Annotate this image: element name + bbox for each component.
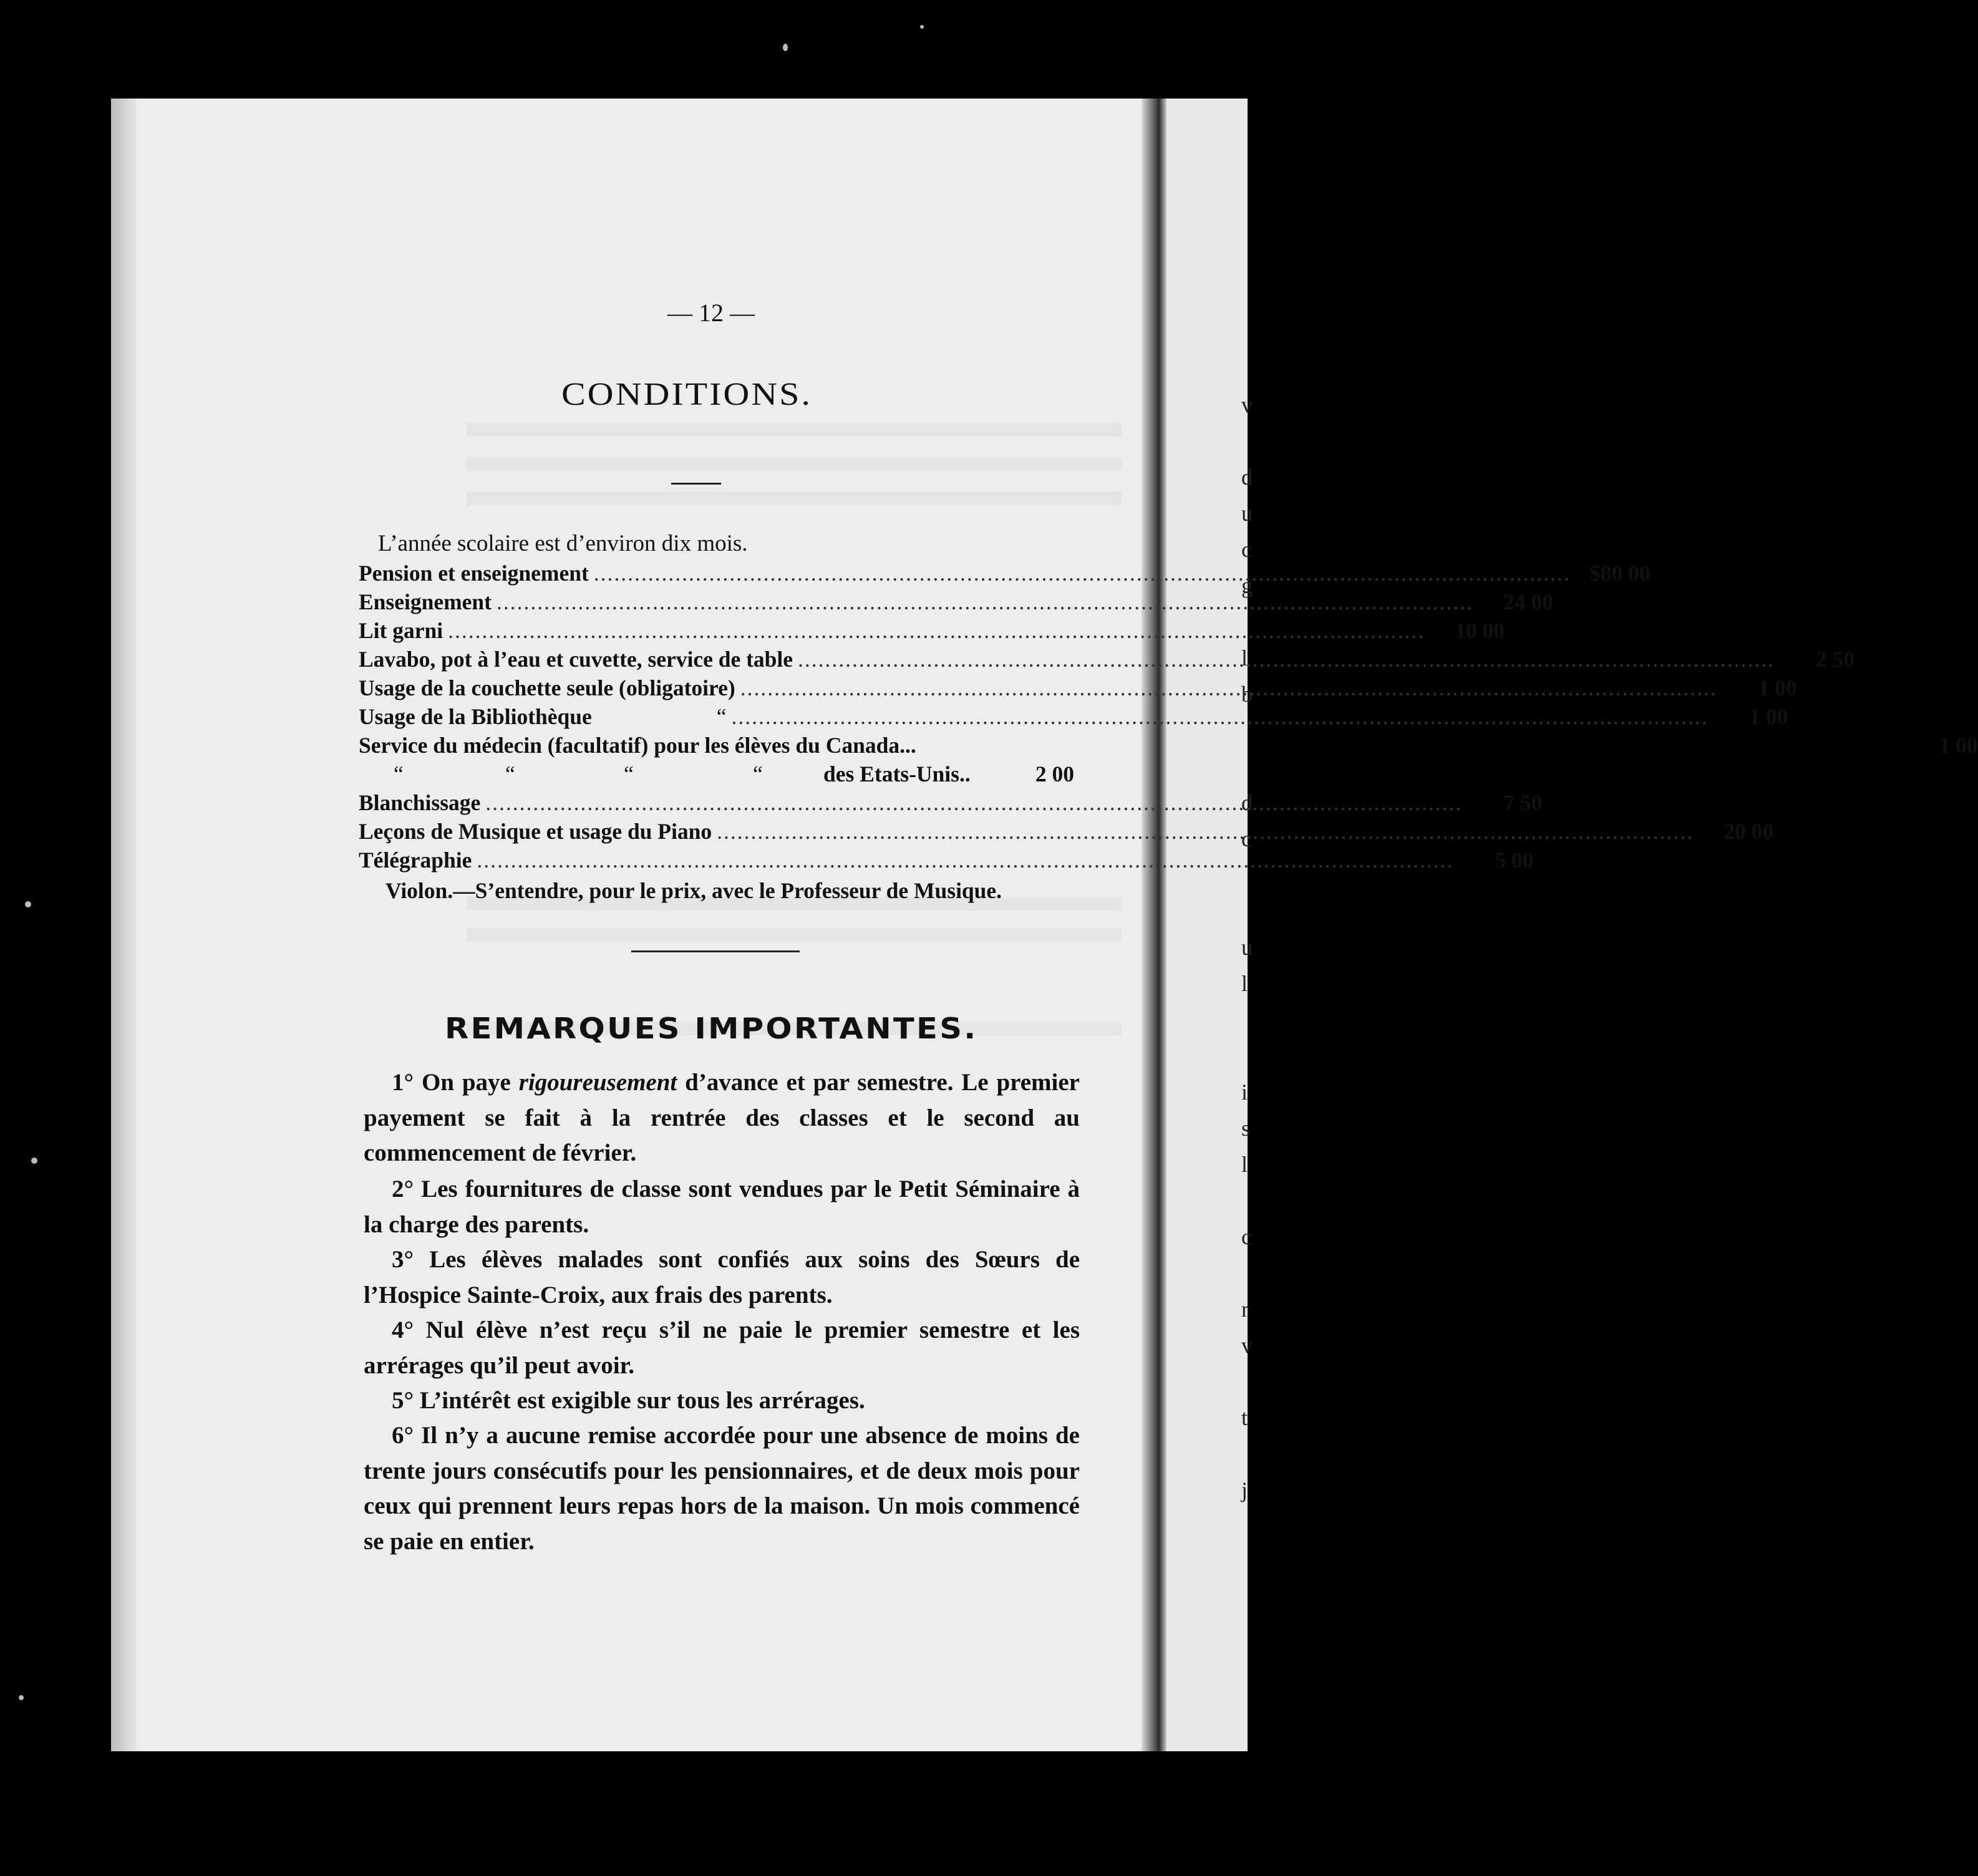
fee-amount: 2 50 bbox=[1815, 647, 1855, 672]
leader-dots bbox=[717, 818, 1694, 844]
remark-text: Il n’y a aucune remise accordée pour une absence de moins de trente jours consécutifs pour les pensionnaires, et de deux mois pour ceux qui prennent leurs repas hors de la maison. Un mois commencé se paie en entier. bbox=[364, 1422, 1080, 1555]
scan-speck bbox=[920, 25, 924, 29]
fee-amount: 1 00 bbox=[1939, 733, 1978, 758]
scan-speck bbox=[31, 1158, 37, 1164]
remark-number: 6° bbox=[392, 1422, 414, 1449]
remark-number: 3° bbox=[392, 1246, 414, 1273]
fee-label: Lit garni bbox=[359, 618, 444, 643]
fee-label: Télégraphie bbox=[359, 848, 472, 873]
remark-1 bbox=[364, 1065, 1080, 1171]
remark-number: 2° bbox=[392, 1176, 414, 1202]
ditto-row bbox=[359, 761, 1074, 790]
fee-amount: 7 50 bbox=[1503, 790, 1543, 815]
facing-page-text: v d u c g l b d c u l i s l c r v t j bbox=[1241, 392, 1253, 1502]
remark-2 bbox=[364, 1172, 1080, 1242]
fee-row bbox=[359, 847, 1534, 873]
fee-amount: 24 00 bbox=[1503, 589, 1553, 614]
remark-text: Les fournitures de classe sont vendues par le Petit Séminaire à la charge des parents. bbox=[364, 1176, 1080, 1238]
remark-number: 1° bbox=[392, 1069, 414, 1096]
leader-dots bbox=[497, 589, 1473, 615]
show-through bbox=[467, 423, 1122, 437]
show-through bbox=[467, 491, 1122, 505]
remark-number: 4° bbox=[392, 1317, 414, 1343]
fee-amount: $80 00 bbox=[1589, 561, 1651, 586]
fee-label: Blanchissage bbox=[359, 790, 481, 815]
leader-dots bbox=[448, 617, 1425, 644]
fee-label: Pension et enseignement bbox=[359, 561, 589, 586]
scan-speck bbox=[783, 44, 788, 51]
remark-4 bbox=[364, 1313, 1080, 1383]
fee-row bbox=[359, 790, 1543, 816]
scan-speck bbox=[19, 1695, 24, 1700]
fee-label: Service du médecin (facultatif) pour les élèves du Canada... bbox=[359, 733, 916, 758]
leader-dots bbox=[798, 646, 1775, 672]
fee-label: Usage de la couchette seule (obligatoire) bbox=[359, 675, 735, 700]
remark-3 bbox=[364, 1242, 1080, 1313]
remark-number: 5° bbox=[392, 1387, 414, 1414]
fee-row bbox=[359, 589, 1553, 615]
section-rule bbox=[631, 950, 800, 952]
fee-amount: 1 00 bbox=[1749, 704, 1788, 729]
fee-amount: 10 00 bbox=[1455, 618, 1505, 643]
scan-speck bbox=[25, 901, 31, 907]
fee-amount: 5 00 bbox=[1495, 848, 1534, 873]
fee-label: Enseignement bbox=[359, 589, 492, 614]
ditto-text: des Etats-Unis.. bbox=[823, 762, 971, 786]
book-gutter bbox=[1142, 99, 1166, 1751]
violin-note: Violon.—S’entendre, pour le prix, avec le Professeur de Musique. bbox=[385, 878, 1002, 903]
fee-row bbox=[359, 617, 1505, 644]
show-through bbox=[467, 457, 1122, 471]
ditto-mark: “ bbox=[505, 762, 515, 786]
fee-label: Leçons de Musique et usage du Piano bbox=[359, 819, 712, 844]
leader-dots bbox=[594, 560, 1571, 586]
ditto-mark: “ bbox=[394, 762, 404, 786]
remark-text: Nul élève n’est reçu s’il ne paie le premier semestre et les arrérages qu’il peut avoir. bbox=[364, 1317, 1080, 1379]
remark-5 bbox=[364, 1383, 1080, 1419]
fee-row bbox=[359, 732, 1978, 758]
remark-text: L’intérêt est exigible sur tous les arrérages. bbox=[419, 1387, 865, 1414]
fee-label: Lavabo, pot à l’eau et cuvette, service de table bbox=[359, 647, 793, 672]
leader-dots bbox=[732, 704, 1709, 730]
facing-page bbox=[1166, 99, 1248, 1751]
remark-text: d’avance et par semestre. Le premier payement se fait à la rentrée des classes et le second au commencement de février. bbox=[364, 1069, 1080, 1166]
show-through bbox=[467, 928, 1122, 942]
leader-dots bbox=[740, 675, 1717, 701]
remarks-heading: REMARQUES IMPORTANTES. bbox=[445, 1012, 978, 1045]
leader-dots bbox=[477, 847, 1453, 873]
remark-emphasis: rigoureusement bbox=[518, 1069, 677, 1096]
remark-text: Les élèves malades sont confiés aux soins des Sœurs de l’Hospice Sainte-Croix, aux frais des parents. bbox=[364, 1246, 1080, 1308]
fee-label: Usage de la Bibliothèque bbox=[359, 704, 592, 729]
page-edge bbox=[111, 99, 136, 1751]
fee-amount: 20 00 bbox=[1723, 819, 1774, 844]
fee-amount: 2 00 bbox=[1035, 762, 1074, 786]
leader-dots bbox=[485, 790, 1462, 816]
fee-row bbox=[359, 818, 1774, 844]
remark-text: On paye bbox=[421, 1069, 511, 1096]
fee-amount: 1 00 bbox=[1758, 675, 1797, 700]
ditto-mark: “ bbox=[753, 762, 763, 786]
page-title: CONDITIONS. bbox=[561, 375, 812, 412]
ditto-mark: “ bbox=[716, 704, 727, 729]
ditto-mark: “ bbox=[624, 762, 634, 786]
remark-6 bbox=[364, 1418, 1080, 1559]
fee-row bbox=[359, 675, 1797, 701]
title-rule bbox=[671, 483, 721, 485]
fee-row bbox=[359, 704, 1788, 730]
fee-row bbox=[359, 560, 1651, 586]
page-number: — 12 — bbox=[667, 299, 755, 327]
intro-text: L’année scolaire est d’environ dix mois. bbox=[378, 531, 748, 556]
fee-row bbox=[359, 646, 1855, 672]
